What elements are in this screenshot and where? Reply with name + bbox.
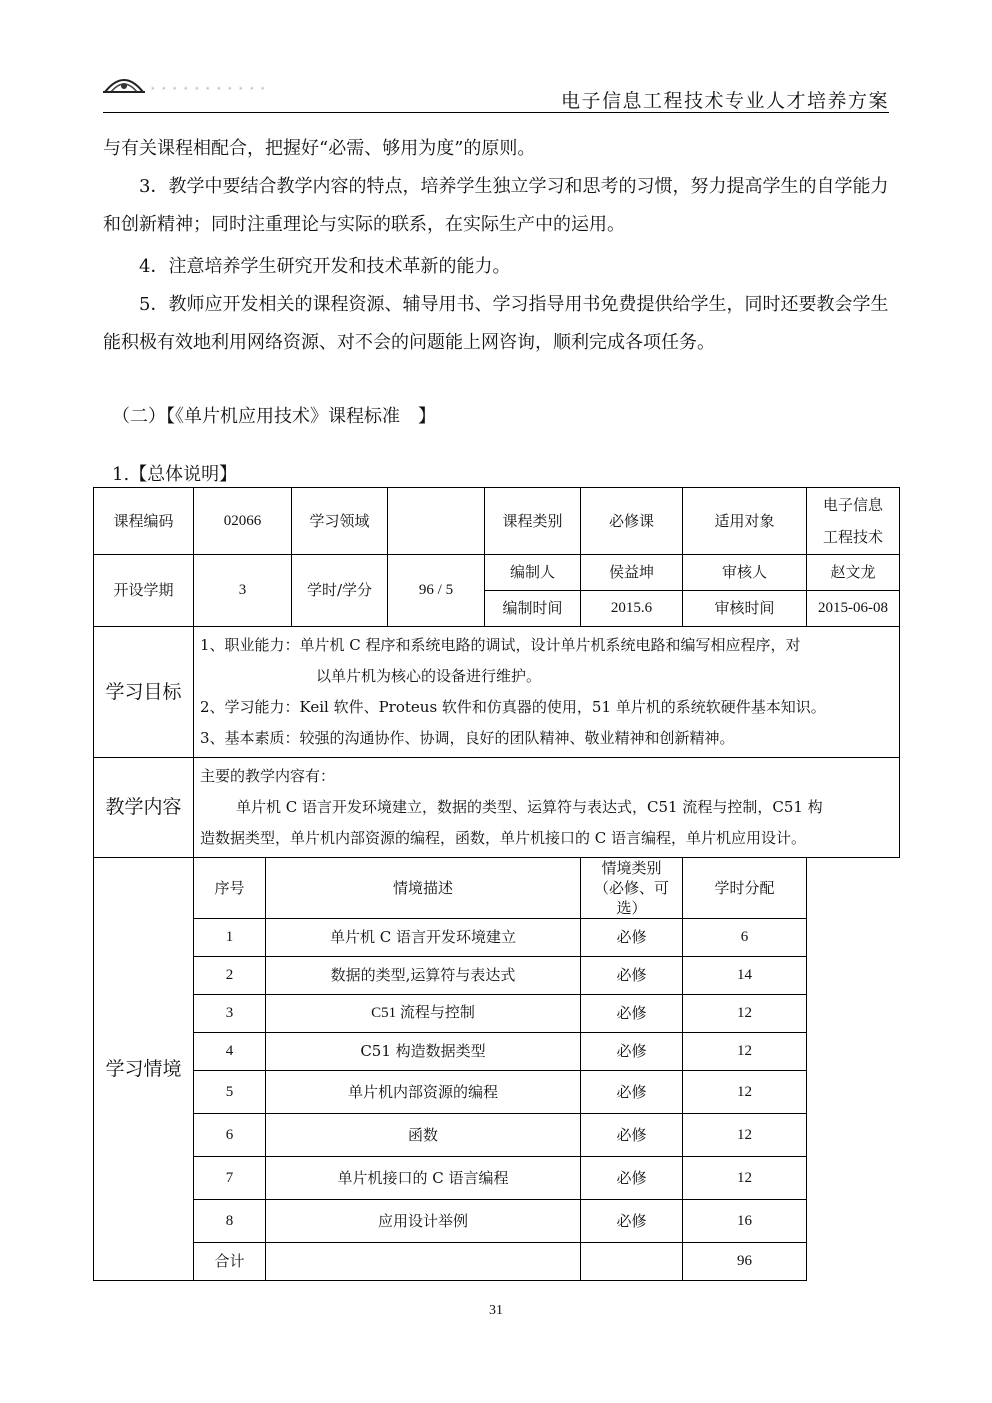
table-row (94, 1243, 900, 1281)
value-date: 2015.6 (581, 591, 683, 627)
goal-3: 3、基本素质：较强的沟通协作、协调，良好的团队精神、敬业精神和创新精神。 (200, 729, 735, 747)
cell-desc: C51 构造数据类型 (266, 1033, 581, 1071)
cell-hours: 12 (683, 995, 807, 1033)
table-row (94, 1071, 900, 1114)
value-target: 电子信息工程技术 (807, 488, 900, 555)
paragraph-item-5: 5．教师应开发相关的课程资源、辅导用书、学习指导用书免费提供给学生，同时还要教会学生能积极有效地利用网络资源、对不会的问题能上网咨询，顺利完成各项任务。 (103, 294, 889, 353)
cell-category: 必修 (581, 1200, 683, 1243)
total-hours: 96 (683, 1243, 807, 1281)
table-row (94, 957, 900, 995)
value-hours: 96 / 5 (388, 555, 485, 627)
label-author: 编制人 (485, 555, 581, 591)
paragraph-item-3: 3．教学中要结合教学内容的特点，培养学生独立学习和思考的习惯，努力提高学生的自学能力和创新精神；同时注重理论与实际的联系，在实际生产中的运用。 (103, 176, 889, 235)
goal-1-line-1: 1、职业能力：单片机 C 程序和系统电路的调试，设计单片机系统电路和编写相应程序，对 (200, 636, 801, 654)
cell-hours: 12 (683, 1071, 807, 1114)
table-row (94, 919, 900, 957)
cell-desc: 数据的类型,运算符与表达式 (266, 957, 581, 995)
cell-category: 必修 (581, 1071, 683, 1114)
goal-1-line-2: 以单片机为核心的设备进行维护。 (316, 667, 542, 685)
cell-no: 7 (194, 1157, 266, 1200)
page-header (103, 70, 889, 110)
cell-hours: 12 (683, 1114, 807, 1157)
table-row (94, 555, 900, 591)
cell-desc: 单片机 C 语言开发环境建立 (266, 919, 581, 957)
cell-no: 2 (194, 957, 266, 995)
label-review-date: 审核时间 (683, 591, 807, 627)
table-row (94, 488, 900, 555)
cell-hours: 16 (683, 1200, 807, 1243)
cell-hours: 12 (683, 1033, 807, 1071)
cell-desc: 应用设计举例 (266, 1200, 581, 1243)
header-rule (103, 112, 889, 113)
goals-text (194, 627, 900, 758)
label-goals: 学习目标 (94, 627, 194, 758)
cell-hours: 14 (683, 957, 807, 995)
total-desc-empty (266, 1243, 581, 1281)
cell-desc: C51 流程与控制 (266, 995, 581, 1033)
cell-hours: 6 (683, 919, 807, 957)
cell-no: 6 (194, 1114, 266, 1157)
cell-category: 必修 (581, 919, 683, 957)
label-content: 教学内容 (94, 758, 194, 858)
table-row (94, 858, 900, 919)
school-logo-icon (103, 72, 145, 94)
total-category-empty (581, 1243, 683, 1281)
table-row (94, 627, 900, 758)
cell-category: 必修 (581, 1157, 683, 1200)
school-name-blurred: · · · · · · · · · · · (151, 82, 267, 95)
col-header-hours: 学时分配 (683, 858, 807, 919)
col-header-desc: 情境描述 (266, 858, 581, 919)
label-reviewer: 审核人 (683, 555, 807, 591)
table-row (94, 1033, 900, 1071)
content-line-1: 单片机 C 语言开发环境建立，数据的类型、运算符与表达式，C51 流程与控制，C51 构 (236, 798, 823, 816)
goal-2: 2、学习能力：Keil 软件、Proteus 软件和仿真器的使用，51 单片机的系统软硬件基本知识。 (200, 698, 826, 716)
cell-category: 必修 (581, 957, 683, 995)
table-row (94, 995, 900, 1033)
cell-no: 5 (194, 1071, 266, 1114)
content-intro: 主要的教学内容有： (200, 767, 336, 785)
cell-category: 必修 (581, 1114, 683, 1157)
document-title: 电子信息工程技术专业人才培养方案 (560, 90, 889, 112)
section-heading: （二）【《单片机应用技术》课程标准 】 (112, 406, 436, 427)
value-field (388, 488, 485, 555)
paragraph-item-4: 4．注意培养学生研究开发和技术革新的能力。 (139, 256, 511, 277)
cell-no: 4 (194, 1033, 266, 1071)
label-hours: 学时/学分 (292, 555, 388, 627)
table-row (94, 1200, 900, 1243)
value-review-date: 2015-06-08 (807, 591, 900, 627)
cell-no: 8 (194, 1200, 266, 1243)
label-date: 编制时间 (485, 591, 581, 627)
cell-no: 1 (194, 919, 266, 957)
cell-no: 3 (194, 995, 266, 1033)
value-author: 侯益坤 (581, 555, 683, 591)
cell-category: 必修 (581, 1033, 683, 1071)
label-field: 学习领域 (292, 488, 388, 555)
value-code: 02066 (194, 488, 292, 555)
content-text (194, 758, 900, 858)
table-row (94, 758, 900, 858)
label-type: 课程类别 (485, 488, 581, 555)
subsection-heading: 1.【总体说明】 (112, 464, 238, 485)
col-header-category: 情境类别 （必修、可选） (581, 858, 683, 919)
label-code: 课程编码 (94, 488, 194, 555)
content-line-2: 造数据类型，单片机内部资源的编程，函数，单片机接口的 C 语言编程，单片机应用设计。 (200, 829, 807, 847)
cell-desc: 函数 (266, 1114, 581, 1157)
paragraph-continuation: 与有关课程相配合，把握好“必需、够用为度”的原则。 (103, 138, 536, 159)
value-type: 必修课 (581, 488, 683, 555)
value-reviewer: 赵文龙 (807, 555, 900, 591)
page-number: 31 (489, 1303, 503, 1318)
course-overview-table (93, 487, 900, 1281)
table-row (94, 1157, 900, 1200)
cell-desc: 单片机接口的 C 语言编程 (266, 1157, 581, 1200)
col-header-no: 序号 (194, 858, 266, 919)
label-semester: 开设学期 (94, 555, 194, 627)
label-situations: 学习情境 (94, 858, 194, 1281)
total-label: 合计 (194, 1243, 266, 1281)
cell-category: 必修 (581, 995, 683, 1033)
label-target: 适用对象 (683, 488, 807, 555)
cell-hours: 12 (683, 1157, 807, 1200)
value-semester: 3 (194, 555, 292, 627)
table-row (94, 1114, 900, 1157)
cell-desc: 单片机内部资源的编程 (266, 1071, 581, 1114)
